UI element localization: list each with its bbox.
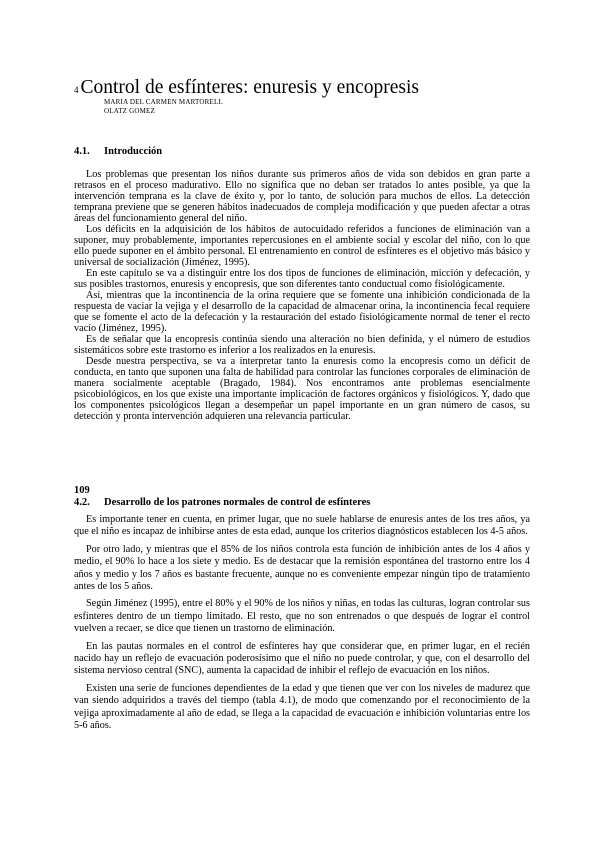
- paragraph: En este capítulo se va a distinguir entre los dos tipos de funciones de eliminación, micción y defecación, y sus posibles trastornos, enuresis y encopresis, que son diferentes tanto conductual como fisiológicamente.: [74, 268, 530, 290]
- author-1: MARIA DEL CARMEN MARTORELL: [104, 98, 223, 106]
- section-1-body: [74, 169, 530, 422]
- paragraph: Desde nuestra perspectiva, se va a interpretar tanto la enuresis como la encopresis como un déficit de conducta, en tanto que suponen una falta de habilidad para controlar las funciones corporales de eliminación de manera socialmente aceptable (Bragado, 1984). Nos encontramos ante problemas esencialmente psicobiológicos, en los que existe una importante implicación de factores orgánicos y fisiológicos. Y, dado que los componentes psicológicos llegan a desempeñar un papel importante en un gran número de casos, su detección y pronta intervención adquieren una relevancia particular.: [74, 356, 530, 422]
- paragraph: Así, mientras que la incontinencia de la orina requiere que se fomente una inhibición condicionada de la respuesta de vaciar la vejiga y el desarrollo de la capacidad de almacenar orina, la incontinencia fecal requiere que se fomente el acto de la defecación y la restauración del estado fisiológicamente normal de tener el recto vacío (Jiménez, 1995).: [74, 290, 530, 334]
- paragraph: Según Jiménez (1995), entre el 80% y el 90% de los niños y niñas, en todas las culturas, logran controlar sus esfínteres dentro de un tiempo limitado. El resto, que no son entrenados o que después de lograr el control vuelven a recaer, se dice que tienen un trastorno de eliminación.: [74, 598, 530, 635]
- author-2: OLATZ GOMEZ: [104, 107, 155, 115]
- section-2-title: Desarrollo de los patrones normales de control de esfínteres: [104, 497, 371, 508]
- chapter-authors: [104, 98, 223, 116]
- section-2-body: [74, 514, 530, 738]
- paragraph: En las pautas normales en el control de esfínteres hay que considerar que, en primer lugar, en el recién nacido hay un reflejo de evacuación poderosísimo que el niño no puede controlar, y que, con el desarrollo del sistema nervioso central (SNC), aumenta la capacidad de inhibir el reflejo de evacuación en los niños.: [74, 640, 530, 677]
- paragraph: Existen una serie de funciones dependientes de la edad y que tienen que ver con los niveles de madurez que van siendo adquiridos a través del tiempo (tabla 4.1), de modo que comenzando por el reconocimiento de la vejiga aproximadamente al año de edad, se llega a la capacidad de evacuación e inhibición voluntarias entre los 5-6 años.: [74, 682, 530, 732]
- section-2-number: 4.2.: [74, 497, 90, 508]
- paragraph: Los problemas que presentan los niños durante sus primeros años de vida son debidos en gran parte a retrasos en el proceso madurativo. Ello no significa que no deban ser tratados lo antes posible, ya que la intervención temprana es la clave de éxito y, por lo tanto, de solución para muchos de ellos. La detección temprana previene que se generen hábitos inadecuados de compleja modificación y que pueden afectar a otras áreas del funcionamiento general del niño.: [74, 169, 530, 224]
- chapter-title: Control de esfínteres: enuresis y encopresis: [80, 77, 419, 98]
- page-number: 109: [74, 485, 90, 496]
- paragraph: Es de señalar que la encopresis continúa siendo una alteración no bien definida, y el número de estudios sistemáticos sobre este trastorno es inferior a los realizados en la enuresis.: [74, 334, 530, 356]
- paragraph: Por otro lado, y mientras que el 85% de los niños controla esta función de inhibición antes de los 4 años y medio, el 90% lo hace a los siete y medio. Es de destacar que la remisión espontánea del trastorno entre los 4 años y medio y los 7 años es bastante frecuente, aunque no es conveniente empezar ningún tipo de tratamiento antes de los 5 años.: [74, 543, 530, 593]
- chapter-title-row: [74, 77, 419, 99]
- section-1-title: Introducción: [104, 146, 163, 157]
- section-1-number: 4.1.: [74, 146, 90, 157]
- section-1-heading: [74, 146, 162, 157]
- paragraph: Es importante tener en cuenta, en primer lugar, que no suele hablarse de enuresis antes de los tres años, ya que el niño es incapaz de inhibirse antes de esta edad, aunque los criterios diagnósticos establecen los 4-5 años.: [74, 514, 530, 538]
- section-2-heading: [74, 497, 370, 508]
- paragraph: Los déficits en la adquisición de los hábitos de autocuidado referidos a funciones de eliminación van a suponer, muy probablemente, importantes repercusiones en el ambiente social y escolar del niño, con lo que ello puede suponer en el ámbito personal. El entrenamiento en control de esfínteres es el objetivo más básico y universal de socialización (Jiménez, 1995).: [74, 224, 530, 268]
- chapter-number: 4: [74, 85, 79, 95]
